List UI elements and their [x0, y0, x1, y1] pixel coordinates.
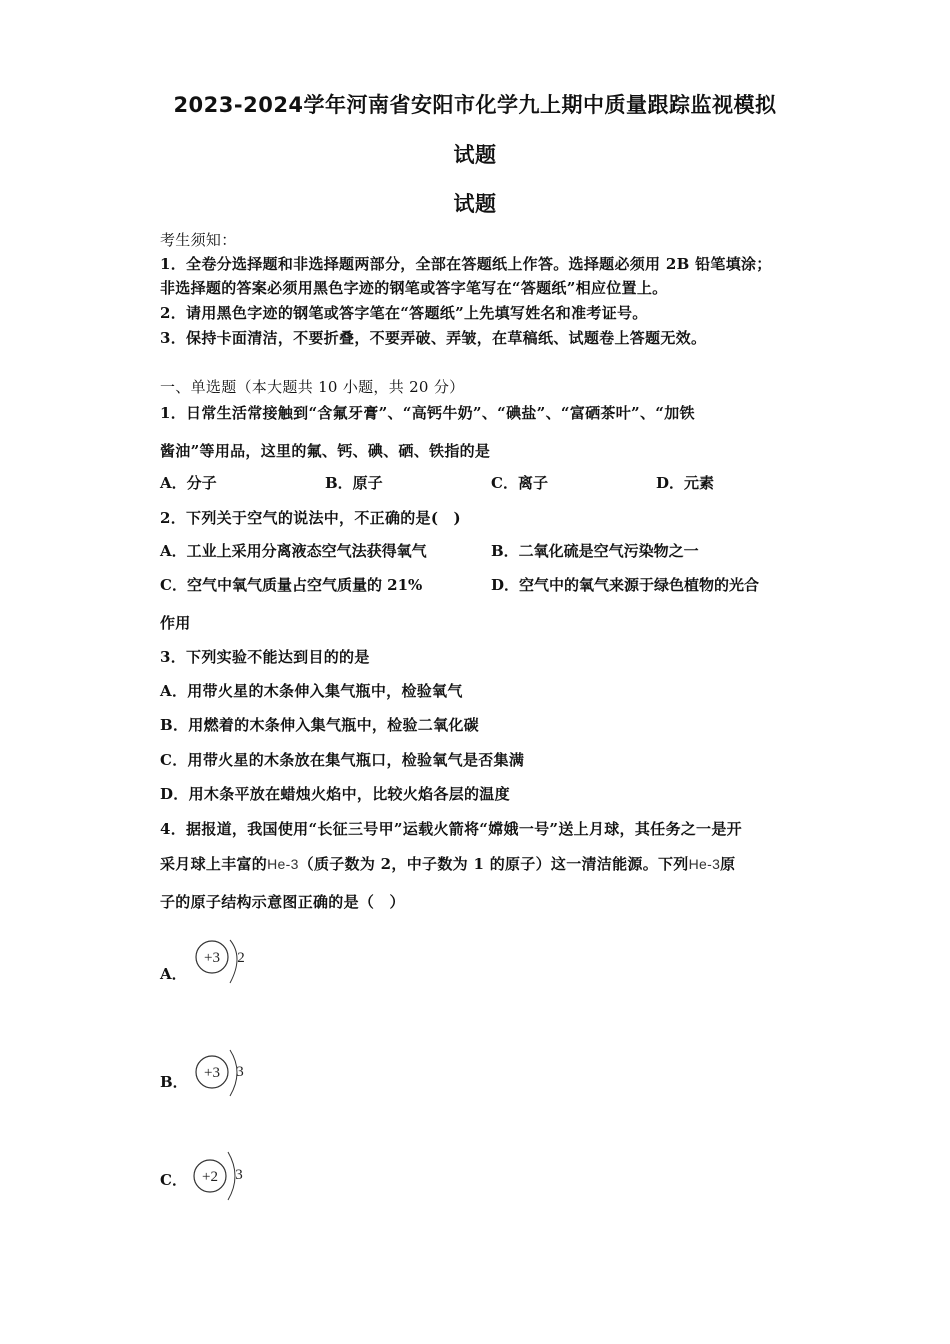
q4-line2: [160, 853, 735, 874]
electron-shell: [228, 1152, 235, 1200]
notice-heading: 考生须知：: [160, 231, 237, 249]
q3-option-a: A．用带火星的木条伸入集气瓶中，检验氧气: [160, 682, 463, 700]
electron-count: 3: [236, 1064, 244, 1080]
q1-option-c: C．离子: [491, 474, 548, 492]
q2-option-a: A．工业上采用分离液态空气法获得氧气: [160, 542, 427, 560]
q3-option-c: C．用带火星的木条放在集气瓶口，检验氧气是否集满: [160, 751, 525, 769]
exam-title-line1: 2023-2024学年河南省安阳市化学九上期中质量跟踪监视模拟: [173, 93, 777, 117]
q4-option-a-label: A．: [160, 965, 187, 983]
notice-item-2: 2．请用黑色字迹的钢笔或答字笔在“答题纸”上先填写姓名和准考证号。: [160, 304, 648, 322]
nucleus-charge: +3: [204, 1065, 220, 1081]
q1-option-d: D．元素: [656, 474, 715, 492]
electron-count: 2: [237, 950, 245, 966]
q4-line2a: 采月球上丰富的: [160, 855, 268, 873]
q4-line2c: 原: [720, 855, 736, 873]
atom-diagram-a: [190, 935, 260, 987]
q2-option-d: D．空气中的氧气来源于绿色植物的光合: [491, 576, 760, 594]
q1-line1: 1．日常生活常接触到“含氟牙膏”、“高钙牛奶”、“碘盐”、“富硒茶叶”、“加铁: [160, 404, 695, 422]
electron-count: 3: [235, 1167, 243, 1183]
exam-subtitle: 试题: [453, 192, 497, 216]
q2-option-c: C．空气中氧气质量占空气质量的 21%: [160, 576, 423, 594]
q4-line2b: （质子数为 2，中子数为 1 的原子）这一清洁能源。下列: [298, 855, 689, 873]
q1-line2: 酱油”等用品，这里的氟、钙、碘、硒、铁指的是: [160, 442, 491, 460]
q4-line3: 子的原子结构示意图正确的是（ ）: [160, 893, 405, 911]
q1-option-a: A．分子: [160, 474, 217, 492]
he3-term: He-3: [267, 856, 299, 872]
electron-shell: [230, 940, 237, 983]
q3-option-d: D．用木条平放在蜡烛火焰中，比较火焰各层的温度: [160, 785, 510, 803]
q2-option-d-continued: 作用: [160, 614, 191, 632]
q2-option-b: B．二氧化硫是空气污染物之一: [491, 542, 699, 560]
nucleus-charge: +2: [202, 1169, 218, 1185]
notice-item-1b: 非选择题的答案必须用黑色字迹的钢笔或答字笔写在“答题纸”相应位置上。: [160, 279, 668, 297]
q2-stem: 2．下列关于空气的说法中，不正确的是( ): [160, 509, 461, 527]
q1-option-b: B．原子: [325, 474, 383, 492]
exam-title-line2: 试题: [453, 143, 497, 167]
nucleus-charge: +3: [204, 950, 220, 966]
atom-diagram-c: [190, 1148, 260, 1202]
q4-option-c-label: C．: [160, 1171, 187, 1189]
notice-item-3: 3．保持卡面清洁，不要折叠，不要弄破、弄皱，在草稿纸、试题卷上答题无效。: [160, 329, 707, 347]
q3-stem: 3．下列实验不能达到目的的是: [160, 648, 370, 666]
q4-line1: 4．据报道，我国使用“长征三号甲”运载火箭将“嫦娥一号”送上月球，其任务之一是开: [160, 820, 742, 838]
atom-diagram-b: [190, 1046, 260, 1098]
q4-option-b-label: B．: [160, 1073, 188, 1091]
section-heading: 一、单选题（本大题共 10 小题，共 20 分）: [160, 378, 465, 396]
notice-item-1a: 1．全卷分选择题和非选择题两部分，全部在答题纸上作答。选择题必须用 2B 铅笔填涂；: [160, 255, 772, 273]
q3-option-b: B．用燃着的木条伸入集气瓶中，检验二氧化碳: [160, 716, 479, 734]
he3-term-2: He-3: [688, 856, 721, 872]
